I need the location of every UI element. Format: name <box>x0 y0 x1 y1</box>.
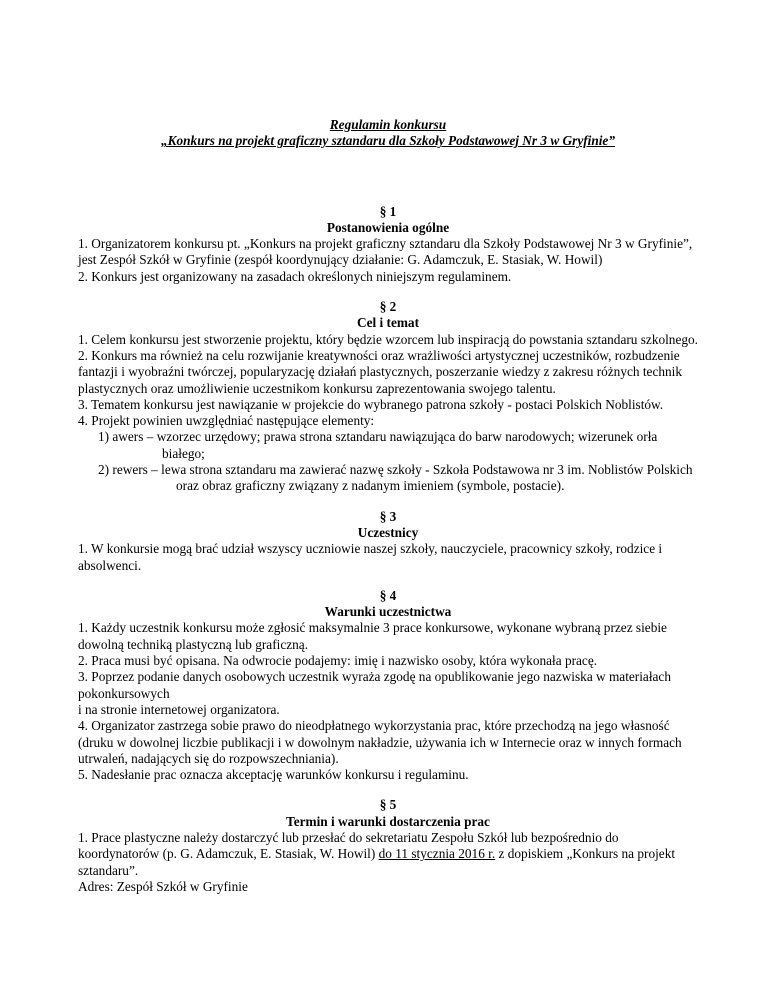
paragraph: 4. Organizator zastrzega sobie prawo do nieodpłatnego wykorzystania prac, które przechodzą na jego własność (druku w dowolnej liczbie publikacji i w dowolnym nakładzie, używania ich w Internecie oraz w innych formach utrwaleń, nadających się do rozpowszechniania). <box>78 718 682 766</box>
title-spacer <box>78 150 698 204</box>
list-item: 2) rewers – lewa strona sztandaru ma zawierać nazwę szkoły - Szkoła Podstawowa nr 3 im. Noblistów Polskich oraz obraz graficzny związany z nadanym imieniem (symbole, postacie). <box>98 462 693 494</box>
paragraph: i na stronie internetowej organizatora. <box>78 701 280 717</box>
paragraph: 1. Organizatorem konkursu pt. „Konkurs na projekt graficzny sztandaru dla Szkoły Podstawowej Nr 3 w Gryfinie”, jest Zespół Szkół w Gryfinie (zespół koordynujący działanie: G. Adamczuk, E. Stasiak, W. Howil) <box>78 236 693 268</box>
paragraph <box>78 830 698 879</box>
document-title: Regulamin konkursu <box>329 117 447 132</box>
paragraph-text: 1. Prace plastyczne należy dostarczyć lub przesłać do sekretariatu Zespołu Szkół lub bezpośrednio do koordynatorów (p. G. Adamczuk, E. Stasiak, W. Howil) <box>78 829 619 862</box>
list-item: 1) awers – wzorzec urzędowy; prawa strona sztandaru nawiązująca do barw narodowych; wizerunek orła białego; <box>98 429 658 461</box>
section-title: Postanowienia ogólne <box>326 219 450 235</box>
deadline-date: do 11 stycznia 2016 r. <box>378 846 496 862</box>
paragraph: 3. Poprzez podanie danych osobowych uczestnik wyraża zgodę na opublikowanie jego nazwiska w materiałach pokonkursowych <box>78 669 671 701</box>
section-4 <box>78 588 698 784</box>
section-5 <box>78 797 698 895</box>
paragraph: 5. Nadesłanie prac oznacza akceptację warunków konkursu i regulaminu. <box>78 767 469 783</box>
section-title: Termin i warunki dostarczenia prac <box>286 813 490 829</box>
paragraph: 1. Każdy uczestnik konkursu może zgłosić maksymalnie 3 prace konkursowe, wykonane wybraną przez siebie dowolną techniką plastyczną lub graficzną. <box>78 620 667 652</box>
paragraph: 2. Konkurs jest organizowany na zasadach określonych niniejszym regulaminem. <box>78 268 512 284</box>
section-number: § 1 <box>379 203 397 219</box>
section-3 <box>78 509 698 574</box>
paragraph: 3. Tematem konkursu jest nawiązanie w projekcie do wybranego patrona szkoły - postaci Polskich Noblistów. <box>78 396 664 412</box>
section-2 <box>78 299 698 495</box>
paragraph: 2. Praca musi być opisana. Na odwrocie podajemy: imię i nazwisko osoby, która wykonała pracę. <box>78 653 598 669</box>
section-number: § 3 <box>379 508 397 524</box>
section-title: Warunki uczestnictwa <box>324 604 452 620</box>
section-number: § 5 <box>379 797 397 813</box>
document-page <box>78 117 698 895</box>
paragraph: 1. W konkursie mogą brać udział wszyscy uczniowie naszej szkoły, nauczyciele, pracownicy szkoły, rodzice i absolwenci. <box>78 541 663 573</box>
section-number: § 4 <box>379 587 397 603</box>
paragraph: 4. Projekt powinien uwzględniać następujące elementy: <box>78 413 375 429</box>
paragraph: 1. Celem konkursu jest stworzenie projektu, który będzie wzorcem lub inspiracją do powstania sztandaru szkolnego. <box>78 331 698 347</box>
section-title: Cel i temat <box>356 315 420 331</box>
section-title: Uczestnicy <box>357 524 419 540</box>
paragraph: 2. Konkurs ma również na celu rozwijanie kreatywności oraz wrażliwości artystycznej uczestników, rozbudzenie fantazji i wyobraźni twórczej, popularyzację działań plastycznych, poszerzanie wiedzy z zakresu różnych technik plastycznych oraz umożliwienie uczestnikom konkursu zaprezentowania swojego talentu. <box>78 347 682 396</box>
address-line: Adres: Zespół Szkół w Gryfinie <box>78 878 248 894</box>
section-number: § 2 <box>379 299 397 315</box>
section-1 <box>78 204 698 285</box>
paragraph-text: z dopiskiem „Konkurs na projekt sztandaru”. <box>78 846 676 878</box>
document-subtitle: „Konkurs na projekt graficzny sztandaru dla Szkoły Podstawowej Nr 3 w Gryfinie” <box>160 133 615 149</box>
